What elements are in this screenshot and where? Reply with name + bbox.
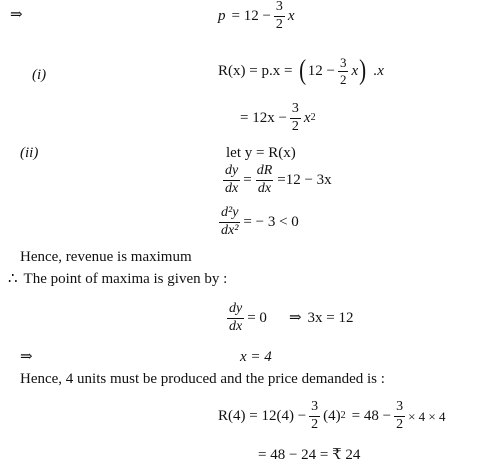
fraction-dy-dx: $\frac{dy}{dx}$ (225, 163, 239, 196)
fraction-3-2: $\frac{3}{2}$ (396, 399, 404, 432)
fraction-d2y-dx2: $\frac{\text{d²y}}{\text{dx²}}$ (221, 205, 239, 238)
set-derivative-zero: $\frac{dy}{dx}$ = 0 ⇒ 3x = 12 (229, 301, 354, 334)
second-rhs: = − 3 < 0 (243, 213, 299, 230)
price-equation (218, 0, 295, 32)
part-i-label: (i) (32, 67, 47, 83)
second-derivative (216, 206, 299, 238)
conclusion-text: Hence, 4 units must be produced and the price demanded is : (20, 371, 385, 387)
fraction-3-2: $\frac{3}{2}$ (275, 0, 283, 32)
final-answer: = 48 − 24 = ₹ 24 (258, 447, 361, 463)
fraction-3-2: $\frac{3}{2}$ (311, 399, 319, 432)
therefore-symbol: ∴ (8, 271, 18, 287)
first-derivative: $\frac{dy}{dx}$ = $\frac{dR}{dx}$ =12 − 3x (225, 163, 332, 196)
part-ii-label: (ii) (20, 145, 39, 161)
implies-symbol: ⇒ (288, 309, 302, 326)
rx-expand-a: = 12x − (240, 109, 287, 126)
x-var: x (287, 7, 295, 24)
fraction-dy-dx: $\frac{dy}{dx}$ (229, 301, 243, 334)
fraction-3-2: $\frac{3}{2}$ (339, 55, 347, 87)
fraction-3-2: $\frac{3}{2}$ (291, 101, 299, 134)
rx-inner: 12 − (307, 62, 335, 79)
fraction-dR-dx: $\frac{dR}{dx}$ (256, 163, 273, 196)
revenue-equation: R(x) = p.x = ( 12 − $\frac{3}{2}$ x ) .x (218, 54, 384, 87)
x-equals-4: x = 4 (240, 349, 272, 365)
p-rhs: = 12 − (231, 7, 271, 24)
revenue-at-4: R(4) = 12(4) − $\frac{3}{2}$ (4) 2 = 48 − $\frac{3}{2}$ × 4 × 4 (218, 399, 446, 432)
deriv-rhs: =12 − 3x (277, 171, 332, 188)
rx-lhs: R(x) = p.x = (218, 62, 293, 79)
rx-tail: .x (373, 62, 384, 79)
p-var: p (218, 7, 226, 24)
revenue-max-text: Hence, revenue is maximum (20, 249, 192, 265)
revenue-expanded: = 12x − $\frac{3}{2}$ x 2 (240, 101, 316, 134)
implies-symbol: ⇒ (10, 7, 23, 23)
point-maxima-line: ∴ The point of maxima is given by : (8, 271, 228, 287)
implies-symbol: ⇒ (20, 349, 33, 365)
let-y-line: let y = R(x) (226, 145, 296, 161)
